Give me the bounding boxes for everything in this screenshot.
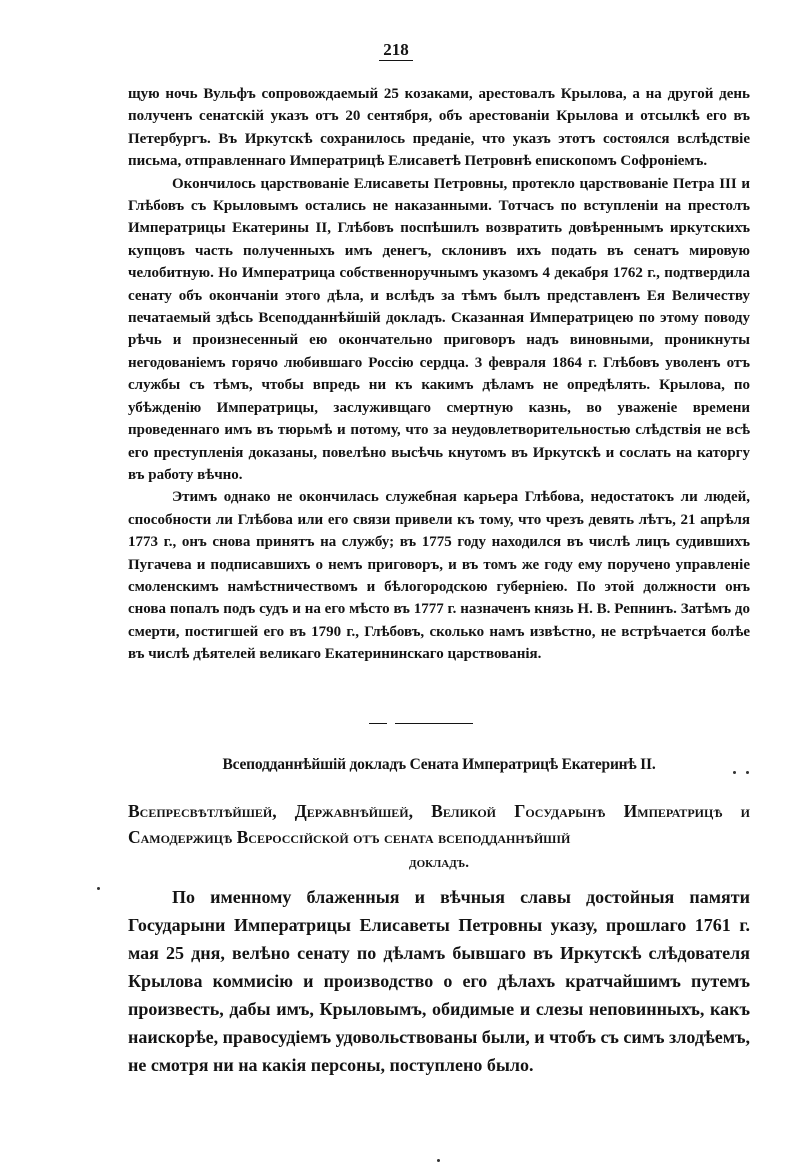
decree-text-block [128, 883, 750, 1079]
address-main: Всепресвѣтлѣйшей, Державнѣйшей, Великой Государынѣ Императрицѣ и Самодержицѣ Всероссійской отъ сената всеподданнѣйшій [128, 801, 750, 847]
section-separator [395, 723, 473, 724]
print-speck [746, 771, 749, 774]
page-number-text: 218 [379, 40, 413, 61]
page-number [0, 40, 792, 60]
address-last: докладъ. [409, 855, 469, 871]
report-address [128, 798, 750, 876]
print-speck [437, 1159, 440, 1162]
paragraph-reign: Окончилось царствованіе Елисаветы Петровны, протекло царствованіе Петра III и Глѣбовъ съ Крыловымъ остались не наказанными. Тотчасъ по вступленіи на престолъ Императрицы Екатерины II, Глѣбовъ поспѣшилъ возвратить довѣреннымъ иркутскихъ купцовъ часть полученныхъ имъ денегъ, склонивъ ихъ подать въ сенатъ мировую челобитную. Но Императрица собственноручнымъ указомъ 4 декабря 1762 г., подтвердила сенату объ окончаніи этого дѣла, и вслѣдъ за тѣмъ былъ представленъ Ея Величеству печатаемый здѣсь Всеподданнѣйшій докладъ. Сказанная Императрицею по этому поводу рѣчь и произнесенный ею окончательно приговоръ надъ виновными, проникнуты негодованіемъ горячо любившаго Россію сердца. 3 февраля 1864 г. Глѣбовъ уволенъ отъ службы съ тѣмъ, чтобы впредь ни къ какимъ дѣламъ не опредѣлять. Крылова, по убѣжденію Императрицы, заслуживщаго смертную казнь, во уваженіе времени проведеннаго имъ въ тюрьмѣ и потому, что за неудовлетворительностью слѣдствія не всѣ его преступленія доказаны, повелѣно высѣчь кнутомъ въ Иркутскѣ и сослать на каторгу въ работу вѣчно. [128, 175, 750, 483]
paragraph-career: Этимъ однако не окончилась служебная карьера Глѣбова, недостатокъ ли людей, способности ли Глѣбова или его связи привели къ тому, что чрезъ девять лѣтъ, 21 апрѣля 1773 г., онъ снова принятъ на службу; въ 1775 году находился въ числѣ лицъ судившихъ Пугачева и подписавшихъ о немъ приговоръ, и въ томъ же году ему поручено управленіе смоленскимъ намѣстничествомъ и бѣлогородскою губерніею. По этой должности онъ снова попалъ подъ судъ и на его мѣсто въ 1777 г. назначенъ князь Н. В. Репнинъ. Затѣмъ до смерти, постигшей его въ 1790 г., Глѣбовъ, сколько намъ извѣстно, не встрѣчается болѣе въ числѣ дѣятелей великаго Екатерининскаго царствованія. [128, 489, 750, 663]
report-heading: Всеподданнѣйшій докладъ Сената Императрицѣ Екатеринѣ II. [222, 756, 656, 773]
print-speck [733, 771, 736, 774]
print-speck [97, 887, 100, 890]
paragraph-continuation: щую ночь Вульфъ сопровождаемый 25 козаками, арестовалъ Крылова, а на другой день полученъ сенатскій указъ отъ 20 сентября, объ арестованіи Крылова и отсылкѣ его въ Петербургъ. Въ Иркутскѣ сохранилось преданіе, что указъ этотъ состоялся вслѣдствіе письма, отправленнаго Императрицѣ Елисаветѣ Петровнѣ епископомъ Софроніемъ. [128, 86, 750, 170]
main-text [128, 83, 750, 666]
decree-paragraph: По именному блаженныя и вѣчныя славы достойныя памяти Государыни Императрицы Елисаветы Петровны указу, прошлаго 1761 г. мая 25 дня, велѣно сенату по дѣламъ бывшаго въ Иркутскѣ слѣдователя Крылова коммисію и производство о его дѣлахъ кратчайшимъ путемъ произвесть, дабы имъ, Крыловымъ, обидимые и слезы неповинныхъ, какъ наискорѣе, правосудіемъ удовольствованы были, и чтобъ съ симъ злодѣемъ, не смотря ни на какія персоны, поступлено было. [128, 887, 751, 1075]
